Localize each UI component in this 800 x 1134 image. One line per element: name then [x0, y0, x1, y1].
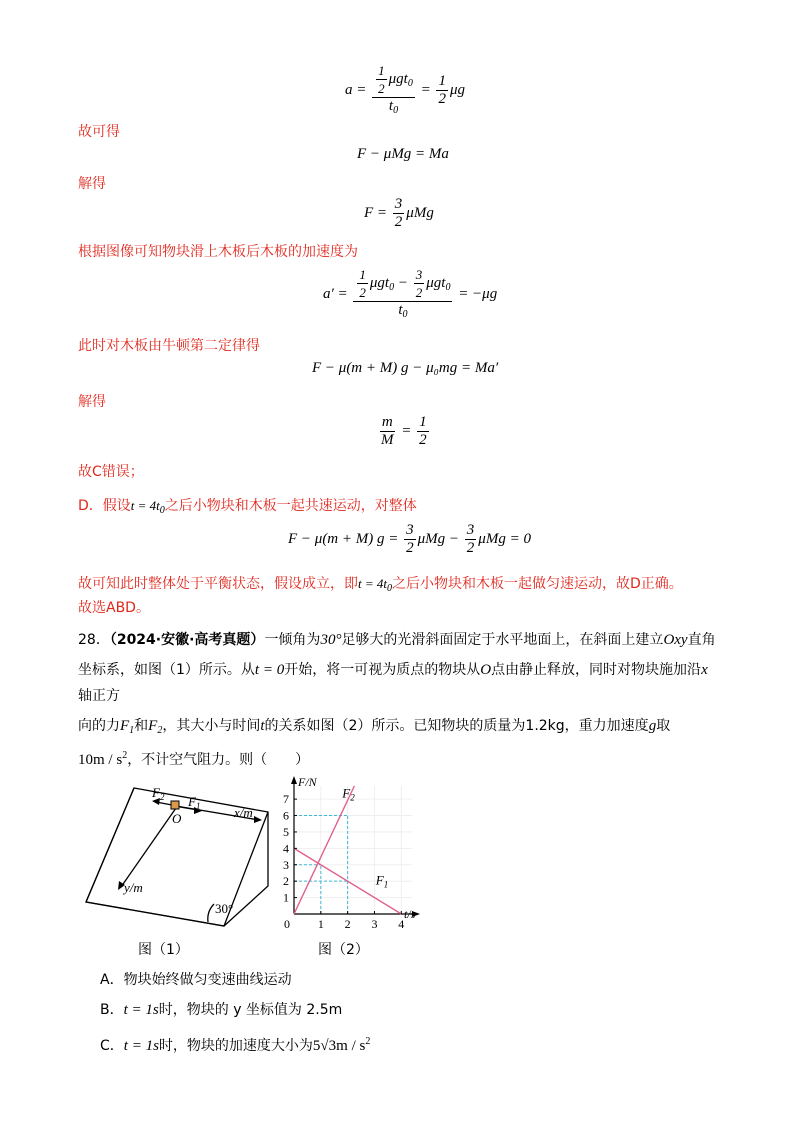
equation-a: a = $\frac{1}{2}$ μgt$_0$ $t_0$ = $\frac{1}{2}$ μg — [345, 63, 465, 116]
x-tick-label: 1 — [317, 917, 324, 931]
equation: F − μ(m + M) g − μ₀mg = Ma′ — [312, 360, 499, 376]
label-F2: $F_2$ — [152, 785, 165, 802]
text-line: D．假设$t = 4t_0$之后小物块和木板一起共速运动，对整体 — [78, 498, 417, 516]
y-tick-label: 5 — [283, 824, 289, 839]
series-line-F2 — [294, 786, 354, 914]
option-c[interactable]: C．t = 1s时，物块的加速度大小为$5√3m / s^2$ — [100, 1036, 371, 1054]
equation: F − μMg = Ma — [357, 146, 449, 162]
option-a[interactable]: A．物块始终做匀变速曲线运动 — [100, 972, 292, 988]
block — [171, 801, 179, 809]
equation: F = $\frac{3}{2}$ μMg — [364, 196, 434, 230]
x-tick-label: 0 — [284, 917, 290, 931]
y-tick-label: 2 — [283, 874, 289, 889]
x-tick-label: 3 — [371, 917, 378, 931]
x-tick-label: 4 — [398, 917, 405, 931]
x-axis-label: t/s — [404, 907, 416, 921]
y-tick-label: 7 — [283, 792, 289, 807]
question-line: 向的力$F_1$和$F_2$，其大小与时间t的关系如图（2）所示。已知物块的质量为1.2kg，重力加速度g取 — [78, 718, 671, 736]
series-label-F1: $F_1$ — [375, 872, 389, 890]
option-b[interactable]: B．t = 1s时，物块的 y 坐标值为 2.5m — [100, 1002, 343, 1018]
text-line: 解得 — [78, 176, 106, 192]
label-y-axis: y/m — [124, 880, 143, 895]
equation: a′ = $\frac{1}{2}$ μgt$_0$ − $\frac{3}{2}$ μgt$_0$ $t_0$ = −μg — [323, 267, 498, 320]
force-time-chart — [270, 776, 420, 936]
y-tick-label: 6 — [283, 808, 289, 823]
figure1-caption: 图（1） — [138, 942, 189, 958]
y-tick-label: 1 — [283, 890, 289, 905]
question-line: 轴正方 — [78, 688, 120, 704]
series-label-F2: $F_2$ — [342, 785, 355, 803]
label-angle: 30° — [215, 901, 234, 916]
y-tick-label: 4 — [283, 841, 289, 856]
figure2-caption: 图（2） — [318, 942, 369, 958]
y-tick-label: 3 — [283, 857, 289, 872]
equation: F − μ(m + M) g = $\frac{3}{2}$ μMg − $\frac{3}{2}$ μMg = 0 — [288, 522, 531, 556]
question-line: 28．（2024·安徽·高考真题）一倾角为30°足够大的光滑斜面固定于水平地面上，在斜面上建立Oxy直角 — [78, 632, 716, 648]
label-O: O — [172, 811, 182, 826]
text-line: 故可得 — [78, 124, 120, 140]
text-line: 故C错误； — [78, 464, 144, 480]
text-line: 故选ABD。 — [78, 600, 150, 616]
label-x-axis: x/m — [234, 805, 253, 820]
x-tick-label: 2 — [344, 917, 351, 931]
y-axis-label: F/N — [298, 776, 317, 789]
text-line: 解得 — [78, 394, 106, 410]
question-line: $10m / s^2$，不计空气阻力。则（ ） — [78, 750, 310, 768]
equation: $\frac{m}{M}$ = $\frac{1}{2}$ — [381, 414, 427, 448]
text-line: 故可知此时整体处于平衡状态，假设成立，即$t = 4t_0$之后小物块和木板一起做匀速运动，故D正确。 — [78, 576, 683, 594]
figure-incline — [84, 782, 280, 934]
angle-arc — [208, 904, 214, 922]
text-line: 根据图像可知物块滑上木板后木板的加速度为 — [78, 244, 358, 260]
label-F1: $F_1$ — [188, 794, 201, 811]
text-line: 此时对木板由牛顿第二定律得 — [78, 338, 260, 354]
y-axis-arrow — [291, 776, 297, 784]
question-line: 坐标系，如图（1）所示。从t = 0开始，将一可视为质点的物块从O点由静止释放，同时对物块施加沿x — [78, 662, 708, 678]
